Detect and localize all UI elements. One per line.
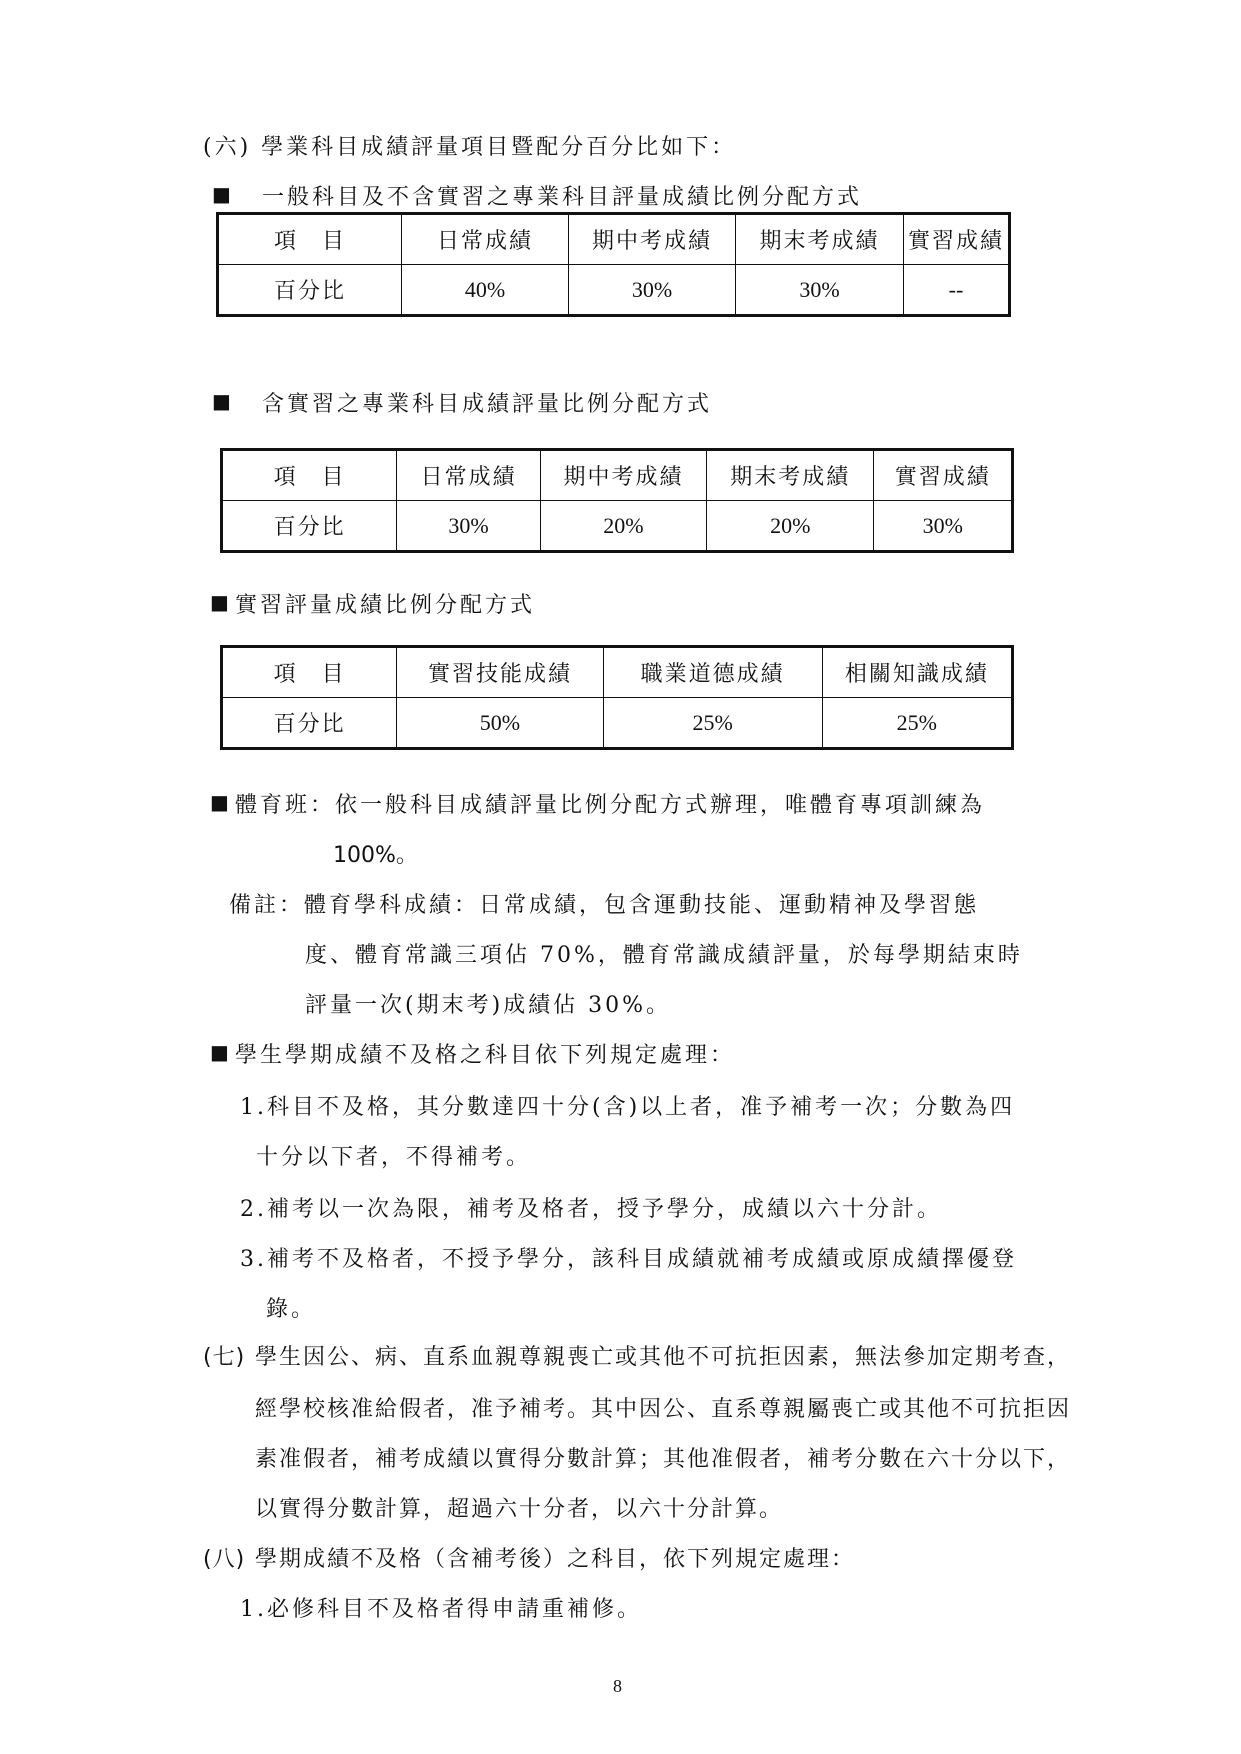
bullet-square-icon: ■	[212, 389, 231, 413]
header-cell: 期中考成績	[569, 214, 736, 265]
failing-item-3a: 3.補考不及格者，不授予學分，該科目成績就補考成績或原成績擇優登	[240, 1247, 1017, 1272]
bullet-square-icon: ■	[210, 790, 229, 814]
table-header-row	[222, 450, 1013, 501]
section-2-title: 含實習之專業科目成績評量比例分配方式	[262, 392, 713, 417]
value-cell: 25%	[603, 698, 822, 749]
value-cell: 30%	[874, 501, 1013, 552]
header-cell: 日常成績	[397, 450, 540, 501]
failing-item-3b: 錄。	[266, 1297, 317, 1322]
header-cell: 項 目	[222, 450, 397, 501]
header-cell: 職業道德成績	[603, 647, 822, 698]
section-8-label: (八)	[203, 1547, 246, 1572]
section-8-line-1: 學期成績不及格（含補考後）之科目，依下列規定處理：	[255, 1547, 856, 1572]
section-7-line-1: 學生因公、病、直系血親尊親喪亡或其他不可抗拒因素，無法參加定期考查，	[255, 1345, 1072, 1370]
table-row	[218, 265, 1010, 316]
section-7-line-3: 素准假者，補考成績以實得分數計算；其他准假者，補考分數在六十分以下，	[255, 1447, 1072, 1472]
table-row	[222, 501, 1013, 552]
failing-item-1a: 1.科目不及格，其分數達四十分(含)以上者，准予補考一次；分數為四	[240, 1095, 1016, 1120]
section-1-title: 一般科目及不含實習之專業科目評量成績比例分配方式	[262, 185, 863, 210]
table-header-row	[218, 214, 1010, 265]
bullet-square-icon: ■	[210, 1040, 229, 1064]
row-label-cell: 百分比	[222, 501, 397, 552]
table-row	[222, 698, 1013, 749]
pe-note-line-1: 備註：體育學科成績：日常成績，包含運動技能、運動精神及學習態	[229, 893, 980, 918]
header-cell: 相關知識成績	[822, 647, 1012, 698]
section-7-line-2: 經學校核准給假者，准予補考。其中因公、直系尊親屬喪亡或其他不可抗拒因	[255, 1397, 1072, 1422]
value-cell: 40%	[402, 265, 569, 316]
pe-note-line-3: 評量一次(期末考)成績佔 30%。	[305, 993, 672, 1018]
grade-table-internship	[220, 645, 1014, 750]
failing-item-1b: 十分以下者，不得補考。	[256, 1145, 532, 1170]
failing-item-2: 2.補考以一次為限，補考及格者，授予學分，成績以六十分計。	[240, 1197, 942, 1222]
value-cell: --	[904, 265, 1010, 316]
header-cell: 項 目	[222, 647, 397, 698]
table-header-row	[222, 647, 1013, 698]
header-cell: 實習技能成績	[397, 647, 603, 698]
section-7-label: (七)	[203, 1345, 246, 1370]
header-cell: 期末考成績	[707, 450, 874, 501]
failing-title: 學生學期成績不及格之科目依下列規定處理：	[235, 1043, 736, 1068]
value-cell: 50%	[397, 698, 603, 749]
header-cell: 項 目	[218, 214, 402, 265]
header-cell: 日常成績	[402, 214, 569, 265]
grade-table-practical	[220, 448, 1014, 553]
section-8-item-1: 1.必修科目不及格者得申請重補修。	[240, 1597, 642, 1622]
value-cell: 20%	[707, 501, 874, 552]
pe-class-line-1: 體育班：依一般科目成績評量比例分配方式辦理，唯體育專項訓練為	[235, 793, 986, 818]
value-cell: 30%	[736, 265, 904, 316]
value-cell: 30%	[397, 501, 540, 552]
section-6-heading: (六) 學業科目成績評量項目暨配分百分比如下：	[203, 135, 737, 160]
value-cell: 30%	[569, 265, 736, 316]
pe-note-line-2: 度、體育常識三項佔 70%，體育常識成績評量，於每學期結束時	[305, 943, 1023, 968]
header-cell: 期末考成績	[736, 214, 904, 265]
value-cell: 25%	[822, 698, 1012, 749]
pe-class-line-2: 100%。	[333, 843, 418, 868]
section-7-line-4: 以實得分數計算，超過六十分者，以六十分計算。	[255, 1497, 784, 1522]
row-label-cell: 百分比	[218, 265, 402, 316]
row-label-cell: 百分比	[222, 698, 397, 749]
value-cell: 20%	[540, 501, 706, 552]
page-number: 8	[613, 1676, 622, 1696]
header-cell: 實習成績	[874, 450, 1013, 501]
header-cell: 期中考成績	[540, 450, 706, 501]
bullet-square-icon: ■	[212, 182, 231, 206]
section-3-title: 實習評量成績比例分配方式	[235, 593, 536, 618]
bullet-square-icon: ■	[210, 590, 229, 614]
header-cell: 實習成績	[904, 214, 1010, 265]
grade-table-general	[216, 212, 1011, 317]
